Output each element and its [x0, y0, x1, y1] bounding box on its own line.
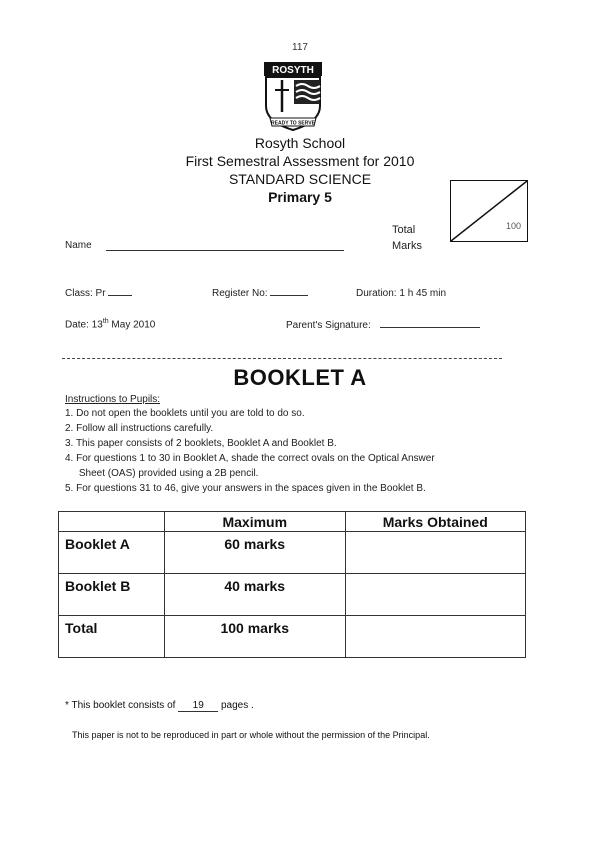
row-label: Booklet B [59, 574, 165, 616]
table-header-marks-obtained: Marks Obtained [345, 512, 525, 532]
date-suffix: May 2010 [108, 319, 156, 331]
row-marks-obtained[interactable] [345, 532, 525, 574]
name-field[interactable] [106, 250, 344, 251]
booklet-title: BOOKLET A [233, 365, 367, 390]
instruction-item: 4. For questions 1 to 30 in Booklet A, shade the correct ovals on the Optical Answer [65, 453, 435, 464]
signature-label: Parent's Signature: [286, 320, 371, 331]
register-label: Register No: [212, 288, 268, 299]
table-row [59, 574, 526, 616]
signature-field[interactable] [380, 327, 480, 328]
level-title: Primary 5 [268, 189, 332, 205]
duration-text: Duration: 1 h 45 min [356, 288, 447, 299]
school-name: Rosyth School [254, 135, 346, 151]
assessment-title: First Semestral Assessment for 2010 [185, 153, 415, 169]
instructions-title: Instructions to Pupils: [65, 394, 161, 405]
date-prefix: Date: 13 [65, 319, 103, 331]
date-sup: th [102, 318, 109, 325]
class-label: Class: Pr [65, 288, 106, 299]
separator-line [62, 358, 502, 359]
row-label: Total [59, 616, 165, 658]
table-header-maximum: Maximum [164, 512, 345, 532]
copyright-notice: This paper is not to be reproduced in part or whole without the permission of the Principal. [72, 730, 430, 740]
table-header-row [59, 512, 526, 532]
table-header-blank [59, 512, 165, 532]
page-number: 117 [292, 42, 308, 53]
page-count-value: 19 [178, 700, 218, 712]
subject-title: STANDARD SCIENCE [228, 171, 372, 187]
row-marks-obtained[interactable] [345, 574, 525, 616]
row-maximum: 100 marks [164, 616, 345, 658]
class-field[interactable] [108, 295, 132, 296]
total-marks-value: 100 [505, 221, 521, 231]
total-marks-box[interactable] [450, 180, 528, 242]
instruction-item: 1. Do not open the booklets until you are told to do so. [65, 408, 305, 419]
instruction-item: 3. This paper consists of 2 booklets, Booklet A and Booklet B. [65, 438, 337, 449]
instruction-item: Sheet (OAS) provided using a 2B pencil. [65, 468, 259, 479]
row-maximum: 60 marks [164, 532, 345, 574]
register-field[interactable] [270, 295, 308, 296]
instruction-item: 2. Follow all instructions carefully. [65, 423, 214, 434]
page-count-prefix: * This booklet consists of [65, 700, 176, 711]
row-maximum: 40 marks [164, 574, 345, 616]
total-marks-label-2: Marks [392, 240, 422, 252]
school-crest-logo [258, 60, 328, 134]
svg-text:READY TO SERVE: READY TO SERVE [271, 120, 315, 127]
instruction-item: 5. For questions 31 to 46, give your answers in the spaces given in the Booklet B. [65, 483, 426, 494]
row-label: Booklet A [59, 532, 165, 574]
svg-text:ROSYTH: ROSYTH [272, 65, 314, 76]
page-count-note [65, 700, 254, 712]
page-count-suffix: pages . [221, 700, 254, 711]
name-label: Name [65, 240, 92, 251]
marks-table [58, 511, 526, 658]
total-marks-label-1: Total [392, 224, 416, 236]
diagonal-divider [451, 181, 527, 241]
row-marks-obtained[interactable] [345, 616, 525, 658]
table-row [59, 532, 526, 574]
table-row [59, 616, 526, 658]
date-text [65, 318, 155, 330]
